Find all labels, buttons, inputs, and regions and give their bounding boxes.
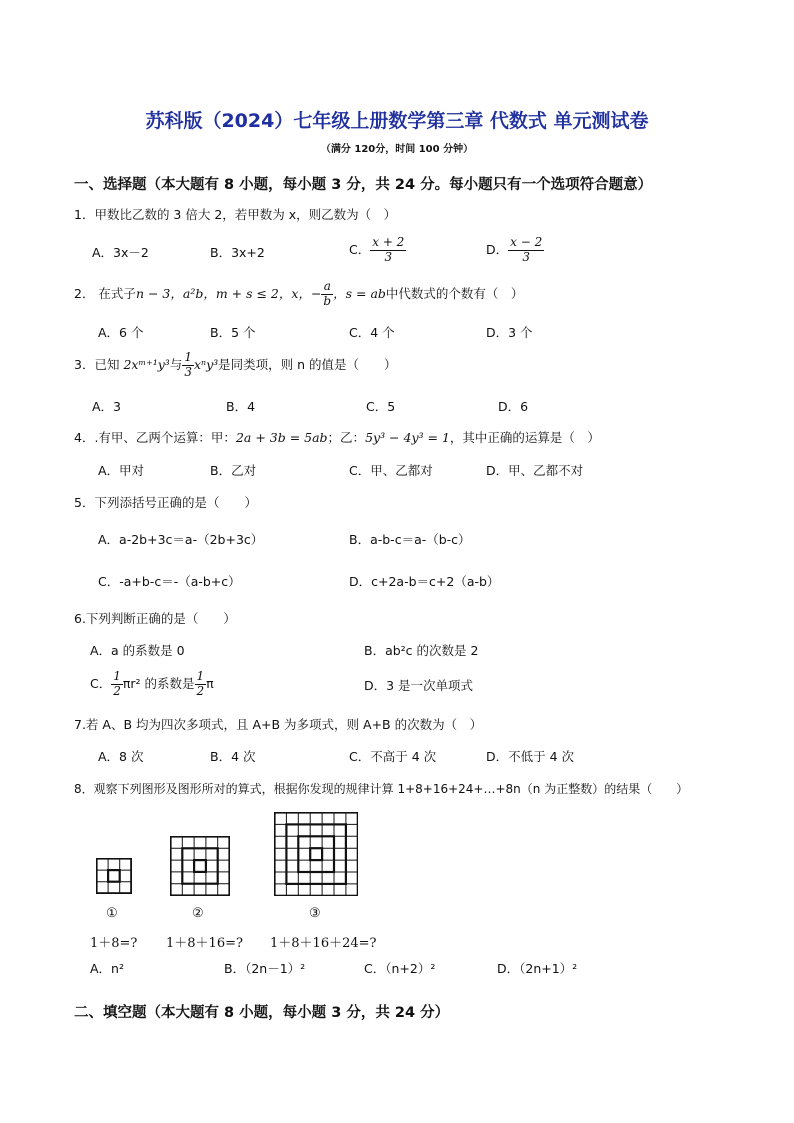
expression: 2a + 3b = 5ab (235, 430, 328, 445)
figure-2-grid (170, 836, 230, 896)
figure-2-label: ② (192, 906, 204, 921)
page-title: 苏科版（2024）七年级上册数学第三章 代数式 单元测试卷 (145, 110, 649, 132)
connector: 与 (169, 356, 183, 372)
q1-option-a: A．3x－2 (92, 245, 149, 260)
fraction-numerator: x + 2 (372, 235, 405, 249)
question-1-stem: 1．甲数比乙数的 3 倍大 2，若甲数为 x，则乙数为（ ） (74, 207, 397, 222)
connector: ；乙： (327, 430, 366, 445)
ring-square (108, 870, 120, 882)
q6-option-d: D．3 是一次单项式 (364, 678, 474, 693)
ring-square (194, 860, 206, 872)
q8-option-c: C．（n+2）² (364, 961, 436, 976)
figure-1-grid (96, 858, 132, 894)
question-3-stem (74, 351, 397, 380)
q2-option-a: A．6 个 (98, 325, 144, 340)
fraction (321, 280, 333, 309)
figure-1-label: ① (106, 906, 118, 921)
expression: 5y³ − 4y³ = 1 (365, 430, 450, 445)
q5-option-b: B．a-b-c＝a-（b-c） (349, 532, 471, 547)
fraction (111, 670, 123, 699)
option-label: C． (349, 241, 371, 257)
q4-option-d: D．甲、乙都不对 (486, 463, 584, 478)
ring-square (310, 848, 322, 860)
fraction (195, 670, 207, 699)
figure-2-caption: 1＋8＋16=? (166, 936, 243, 951)
section-heading-fill: 二、填空题（本大题有 8 小题，每小题 3 分，共 24 分） (74, 1005, 450, 1021)
fraction-denominator: 3 (384, 249, 393, 264)
q5-option-d: D．c+2a-b＝c+2（a-b） (349, 574, 500, 589)
expression-list: n − 3，a²b，m + s ≤ 2，x，− (135, 285, 322, 301)
q3-option-b: B．4 (226, 399, 256, 414)
fraction (370, 236, 406, 265)
stem-suffix: 中代数式的个数有（ ） (385, 285, 524, 301)
fraction-denominator: 2 (113, 683, 121, 698)
q7-option-d: D．不低于 4 次 (486, 749, 575, 764)
fraction-numerator: 1 (196, 669, 205, 683)
q6-option-c (90, 670, 214, 699)
q8-option-d: D．（2n+1）² (497, 961, 578, 976)
q3-option-d: D．6 (498, 399, 529, 414)
question-7-stem: 7.若 A、B 均为四次多项式，且 A+B 为多项式，则 A+B 的次数为（ ） (74, 717, 483, 732)
expression-tail: ，s = ab (333, 285, 386, 301)
ring-square (97, 859, 132, 894)
question-4-stem (74, 432, 600, 445)
expression: xⁿy³ (193, 356, 219, 372)
stem-suffix: 是同类项，则 n 的值是（ ） (218, 356, 397, 372)
stem-suffix: ，其中正确的运算是（ ） (449, 430, 600, 445)
figure-1-caption: 1＋8=? (90, 936, 138, 951)
q1-option-b: B．3x+2 (210, 245, 265, 260)
figure-3-caption: 1＋8＋16＋24=? (270, 936, 377, 951)
q2-option-b: B．5 个 (210, 325, 256, 340)
option-label: C． (90, 675, 112, 691)
fraction-numerator: 1 (184, 350, 192, 364)
stem-prefix: 2． 在式子 (74, 285, 136, 301)
ring-square (298, 836, 334, 872)
fraction-denominator: 3 (522, 249, 530, 264)
q6-option-a: A．a 的系数是 0 (90, 643, 185, 658)
option-label: D． (486, 241, 509, 257)
fraction-denominator: 2 (196, 683, 205, 698)
page-subtitle: （满分 120分，时间 100 分钟） (320, 144, 474, 155)
q1-option-c (349, 236, 406, 265)
fraction-denominator: 3 (184, 364, 192, 379)
fraction-numerator: a (321, 280, 333, 295)
q4-option-b: B．乙对 (210, 463, 257, 478)
question-2-stem (74, 280, 523, 309)
q7-option-b: B．4 次 (210, 749, 256, 764)
fraction-numerator: 1 (113, 669, 121, 683)
fraction (508, 236, 544, 265)
question-6-stem: 6.下列判断正确的是（ ） (74, 611, 236, 626)
option-text-tail: π (206, 675, 214, 691)
q2-option-c: C．4 个 (349, 325, 395, 340)
stem-prefix: 3．已知 (74, 356, 124, 372)
question-5-stem: 5．下列添括号正确的是（ ） (74, 495, 257, 510)
ring-square (171, 837, 230, 896)
section-heading-choice: 一、选择题（本大题有 8 小题，每小题 3 分，共 24 分。每小题只有一个选项符合题意） (74, 177, 653, 193)
expression: 2xᵐ⁺¹y³ (123, 356, 170, 372)
q1-option-d (486, 236, 544, 265)
q7-option-c: C．不高于 4 次 (349, 749, 437, 764)
fraction (182, 351, 194, 380)
q3-option-c: C．5 (366, 399, 396, 414)
q6-option-b: B．ab²c 的次数是 2 (364, 643, 479, 658)
q5-option-a: A．a-2b+3c＝a-（2b+3c） (98, 532, 264, 547)
option-text: πr² 的系数是 (122, 675, 195, 691)
figure-3-grid (274, 812, 358, 896)
q8-option-a: A．n² (90, 961, 124, 976)
q3-option-a: A．3 (92, 399, 122, 414)
ring-square (286, 824, 346, 884)
q4-option-c: C．甲、乙都对 (349, 463, 433, 478)
q5-option-c: C．-a+b-c＝-（a-b+c） (98, 574, 241, 589)
q2-option-d: D．3 个 (486, 325, 533, 340)
fraction-numerator: x − 2 (510, 235, 543, 249)
figure-3-label: ③ (309, 906, 321, 921)
ring-square (182, 848, 217, 883)
fraction-denominator: b (323, 293, 332, 308)
q8-option-b: B．（2n－1）² (224, 961, 306, 976)
stem-prefix: 4．.有甲、乙两个运算：甲： (74, 430, 236, 445)
q7-option-a: A．8 次 (98, 749, 144, 764)
q4-option-a: A．甲对 (98, 463, 145, 478)
question-8-stem: 8．观察下列图形及图形所对的算式，根据你发现的规律计算 1+8+16+24+…+8n（n 为正整数）的结果（ ） (74, 782, 689, 796)
